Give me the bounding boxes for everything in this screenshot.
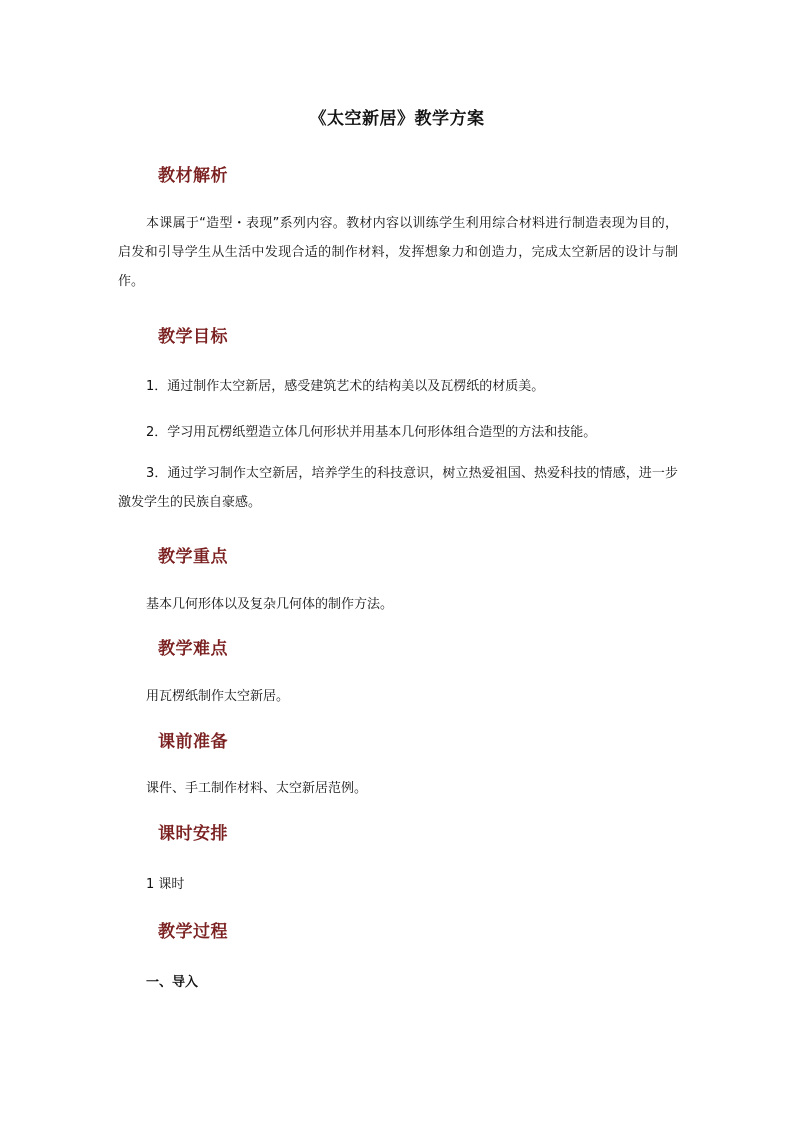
heading-difficulties: 教学难点 (158, 639, 228, 659)
heading-preparation: 课前准备 (158, 732, 228, 752)
heading-goals: 教学目标 (158, 327, 228, 347)
heading-key-points: 教学重点 (158, 547, 228, 567)
key-points-text: 基本几何形体以及复杂几何体的制作方法。 (146, 597, 394, 612)
goal-item-2: 2．学习用瓦楞纸塑造立体几何形状并用基本几何形体组合造型的方法和技能。 (146, 425, 597, 440)
schedule-text: 1 课时 (146, 877, 185, 892)
goal-item-1: 1．通过制作太空新居，感受建筑艺术的结构美以及瓦楞纸的材质美。 (146, 379, 545, 394)
document-title: 《太空新居》教学方案 (309, 109, 485, 129)
goal-item-3: 3．通过学习制作太空新居，培养学生的科技意识，树立热爱祖国、热爱科技的情感，进一步激发学生的民族自豪感。 (118, 466, 678, 510)
heading-process: 教学过程 (158, 922, 228, 942)
preparation-text: 课件、手工制作材料、太空新居范例。 (146, 781, 368, 796)
heading-analysis: 教材解析 (158, 166, 228, 186)
difficulties-text: 用瓦楞纸制作太空新居。 (146, 689, 290, 704)
process-step-1: 一、导入 (146, 975, 199, 990)
analysis-paragraph: 本课属于“造型・表现”系列内容。教材内容以训练学生利用综合材料进行制造表现为目的，启发和引导学生从生活中发现合适的制作材料，发挥想象力和创造力，完成太空新居的设计与制作。 (118, 216, 678, 289)
heading-schedule: 课时安排 (158, 824, 228, 844)
